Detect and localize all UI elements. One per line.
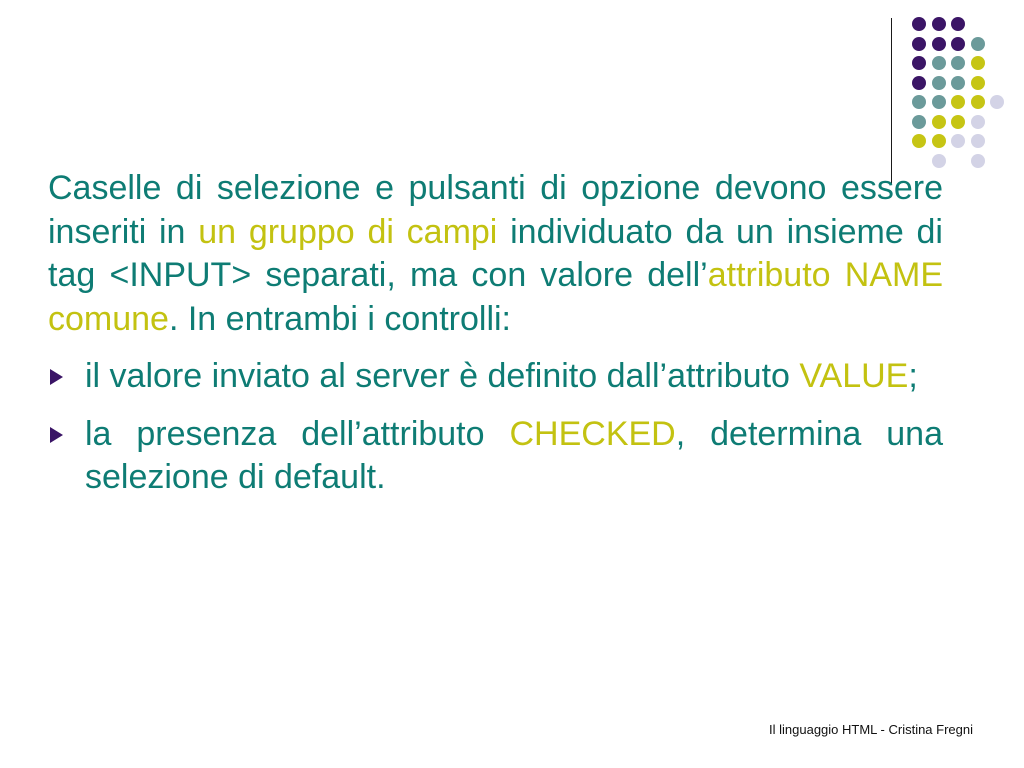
decor-dot-purple [912, 76, 926, 90]
bullet-text: ; [908, 357, 918, 395]
intro-text: individuato da un insieme di tag <INPUT> separati, ma con valore dell’ [48, 212, 943, 294]
bullet-text: , determina una selezione di default. [85, 414, 943, 496]
decor-dot-teal [912, 115, 926, 129]
decor-dot-lavender [971, 134, 985, 148]
highlight-value: VALUE [799, 357, 909, 395]
decor-dot-lavender [971, 115, 985, 129]
bullet-list [48, 355, 943, 500]
highlight-attributo-name: attributo NAME comune [48, 256, 944, 338]
footer-text: Il linguaggio HTML - Cristina Fregni [769, 722, 973, 737]
decor-dot-lavender [951, 134, 965, 148]
decor-dot-lavender [932, 154, 946, 168]
bullet-item-value [48, 355, 943, 399]
decor-dot-purple [912, 37, 926, 51]
bullet-text: il valore inviato al server è definito dall’attributo [85, 357, 800, 395]
decor-dot-yellow [951, 115, 965, 129]
decor-dot-purple [951, 37, 965, 51]
decor-dot-yellow [971, 56, 985, 70]
triangle-bullet-icon [50, 369, 63, 385]
bullet-item-checked [48, 413, 943, 500]
decor-dot-purple [932, 17, 946, 31]
bullet-text: la presenza dell’attributo [85, 414, 510, 453]
triangle-bullet-icon [50, 427, 63, 443]
decor-dot-teal [912, 95, 926, 109]
vertical-divider [891, 18, 892, 184]
decor-dot-purple [912, 56, 926, 70]
decor-dot-lavender [990, 95, 1004, 109]
decor-dot-teal [932, 76, 946, 90]
decor-dot-yellow [971, 76, 985, 90]
decor-dot-teal [951, 56, 965, 70]
decor-dot-teal [971, 37, 985, 51]
decor-dot-yellow [971, 95, 985, 109]
decor-dot-purple [951, 17, 965, 31]
decor-dot-teal [951, 76, 965, 90]
intro-text: . In entrambi i controlli: [168, 299, 511, 338]
slide-body [48, 167, 943, 514]
intro-text: Caselle di selezione e pulsanti di opzione devono essere inseriti in [48, 169, 943, 251]
highlight-checked: CHECKED [509, 414, 676, 453]
decor-dot-yellow [912, 134, 926, 148]
decor-dot-teal [932, 95, 946, 109]
decor-dot-purple [932, 37, 946, 51]
decor-dot-purple [912, 17, 926, 31]
intro-paragraph [48, 167, 943, 341]
decor-dot-lavender [971, 154, 985, 168]
decor-dot-yellow [932, 134, 946, 148]
decor-dot-yellow [951, 95, 965, 109]
highlight-gruppo-di-campi: un gruppo di campi [198, 212, 498, 251]
decor-dot-yellow [932, 115, 946, 129]
decor-dot-teal [932, 56, 946, 70]
